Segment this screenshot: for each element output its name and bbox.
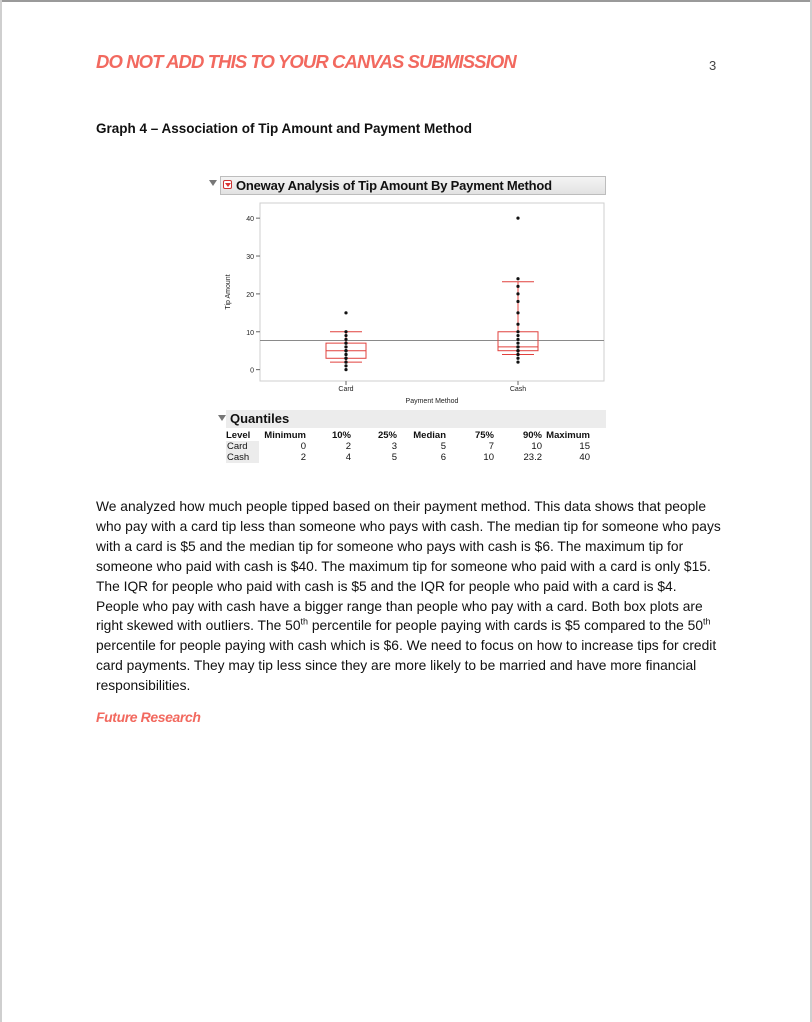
x-axis-label: Payment Method bbox=[405, 398, 459, 405]
column-header: Median bbox=[413, 430, 446, 441]
data-point bbox=[344, 360, 347, 363]
y-tick-label: 20 bbox=[246, 291, 254, 299]
y-tick-label: 30 bbox=[246, 254, 254, 262]
table-cell: 23.2 bbox=[523, 452, 542, 463]
data-point bbox=[344, 338, 347, 341]
paragraph-text: percentile for people paying with cash which is $6. We need to focus on how to increase tips for credit card payments. They may tip less since they are more likely to be married and have more financial responsibilities. bbox=[96, 638, 717, 694]
table-cell: 2 bbox=[345, 441, 351, 452]
graph-heading: Graph 4 – Association of Tip Amount and Payment Method bbox=[96, 121, 473, 136]
table-cell: Cash bbox=[226, 452, 259, 463]
table-cell: 3 bbox=[391, 441, 397, 452]
data-point bbox=[344, 368, 347, 371]
data-point bbox=[516, 353, 519, 356]
table-cell: 5 bbox=[391, 452, 397, 463]
table-cell: 7 bbox=[488, 441, 494, 452]
table-cell: 40 bbox=[579, 452, 590, 463]
y-tick-label: 10 bbox=[246, 329, 254, 337]
report-header bbox=[220, 176, 606, 195]
column-header: Minimum bbox=[264, 430, 306, 441]
quantiles-disclosure-icon[interactable] bbox=[218, 415, 226, 421]
x-tick-label: Cash bbox=[509, 386, 527, 393]
data-point bbox=[516, 345, 519, 348]
table-cell: 5 bbox=[440, 441, 446, 452]
table-cell: 10 bbox=[483, 452, 494, 463]
paragraph-text: percentile for people paying with cards is $5 compared to the 50 bbox=[308, 618, 704, 634]
table-cell: 10 bbox=[531, 441, 542, 452]
data-point bbox=[344, 357, 347, 360]
column-header: Level bbox=[226, 430, 251, 441]
data-point bbox=[344, 311, 347, 314]
column-header: 10% bbox=[331, 430, 351, 441]
y-tick-label: 40 bbox=[246, 216, 254, 224]
data-point bbox=[516, 277, 519, 280]
column-header: 25% bbox=[377, 430, 397, 441]
data-point bbox=[344, 353, 347, 356]
data-point bbox=[344, 364, 347, 367]
data-point bbox=[516, 217, 519, 220]
quantiles-table bbox=[226, 430, 590, 463]
report-disclosure-icon[interactable] bbox=[209, 180, 217, 186]
superscript-th: th bbox=[300, 616, 309, 627]
quantiles-header-row bbox=[226, 430, 590, 441]
oneway-chart bbox=[218, 197, 608, 409]
data-point bbox=[516, 338, 519, 341]
table-cell: 0 bbox=[300, 441, 306, 452]
data-point bbox=[344, 345, 347, 348]
data-point bbox=[516, 311, 519, 314]
table-cell: 4 bbox=[345, 452, 351, 463]
superscript-th: th bbox=[703, 616, 711, 627]
future-research-heading: Future Research bbox=[96, 709, 201, 725]
plot-frame bbox=[260, 203, 604, 381]
red-triangle-menu-icon[interactable] bbox=[223, 180, 232, 189]
page-number: 3 bbox=[709, 58, 717, 73]
data-point bbox=[516, 342, 519, 345]
data-point bbox=[516, 292, 519, 295]
column-header: 75% bbox=[474, 430, 494, 441]
data-point bbox=[344, 334, 347, 337]
data-point bbox=[516, 357, 519, 360]
data-point bbox=[516, 323, 519, 326]
column-header: 90% bbox=[522, 430, 542, 441]
data-point bbox=[344, 342, 347, 345]
table-cell: Card bbox=[226, 441, 259, 452]
data-point bbox=[516, 285, 519, 288]
data-point bbox=[344, 349, 347, 352]
table-cell: 6 bbox=[440, 452, 446, 463]
page-top-border bbox=[0, 0, 812, 2]
report-title: Oneway Analysis of Tip Amount By Payment Method bbox=[236, 178, 552, 193]
paragraph-text: We analyzed how much people tipped based on their payment method. This data shows that people who pay with a card tip less than someone who pays with cash. The median tip for someone who pays with a card is $5 and the median tip for someone who pays with cash is $6. The maximum tip for someone who paid with cash is $40. The maximum tip for someone who paid with a card is only $15. The IQR for people who paid with cash is $5 and the IQR for people who paid with a card is $4. People who pay with cash have a bigger range than people who pay with a card. Both box plots are right skewed with outliers. The 50 bbox=[96, 499, 721, 634]
table-cell: 2 bbox=[300, 452, 306, 463]
table-cell: 15 bbox=[579, 441, 590, 452]
page-left-border bbox=[0, 0, 2, 1022]
data-point bbox=[516, 334, 519, 337]
data-point bbox=[516, 349, 519, 352]
warning-heading: DO NOT ADD THIS TO YOUR CANVAS SUBMISSION bbox=[96, 51, 516, 72]
column-header: Maximum bbox=[546, 430, 590, 441]
y-tick-label: 0 bbox=[250, 367, 254, 375]
data-point bbox=[344, 330, 347, 333]
y-axis-label: Tip Amount bbox=[225, 274, 232, 310]
x-tick-label: Card bbox=[338, 386, 354, 393]
quantiles-title: Quantiles bbox=[230, 411, 290, 426]
data-point bbox=[516, 330, 519, 333]
data-point bbox=[516, 360, 519, 363]
table-row bbox=[226, 441, 590, 452]
table-row bbox=[226, 452, 590, 463]
data-point bbox=[516, 300, 519, 303]
analysis-paragraph bbox=[96, 497, 722, 696]
